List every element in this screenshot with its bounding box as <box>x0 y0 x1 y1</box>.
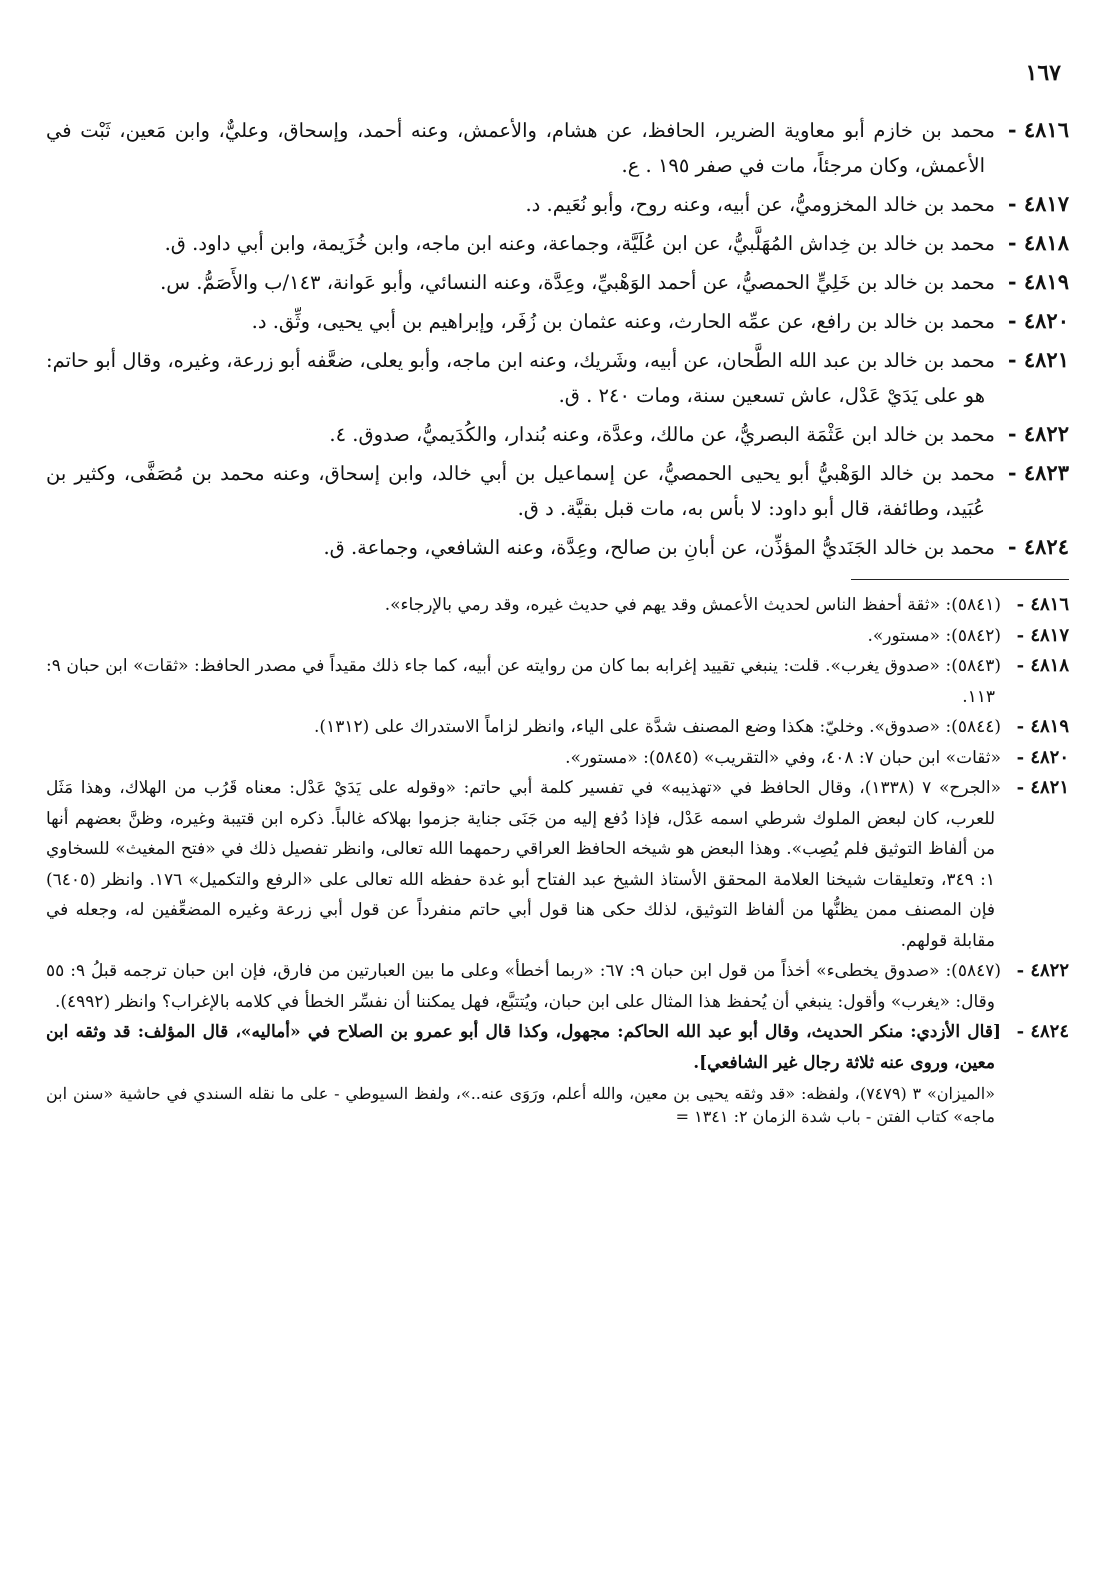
entry-text: محمد بن خالد بن خِداش المُهَلَّبيُّ، عن ابن عُلَيَّة، وجماعة، وعنه ابن ماجه، وابن خُزَيمة، وابن أبي داود. ق. <box>164 232 995 255</box>
note-4820 <box>46 743 1069 774</box>
entry-4821 <box>46 342 1069 413</box>
entry-text: محمد بن خالد بن رافع، عن عمِّه الحارث، وعنه عثمان بن زُفَر، وإبراهيم بن أبي يحيى، وثِّق. د. <box>251 310 995 333</box>
entry-number: ٤٨١٩ - <box>1007 269 1069 294</box>
note-text: (٥٨٤٣): «صدوق يغرب». قلت: ينبغي تقييد إغرابه بما كان من روايته عن أبيه، كما جاء ذلك مقيداً في مصدر الحافظ: «ثقات» ابن حبان ٩: ١١٣. <box>46 656 1001 707</box>
note-4818 <box>46 651 1069 712</box>
page-number: ١٦٧ <box>1025 60 1061 86</box>
entry-4818 <box>46 225 1069 261</box>
note-4821 <box>46 773 1069 956</box>
entry-text: محمد بن خالد الوَهْبيُّ أبو يحيى الحمصيُّ، عن إسماعيل بن أبي خالد، وابن إسحاق، وعنه محمد بن مُصَفَّى، وكثير بن عُبَيد، وطائفة، قال أبو داود: لا بأس به، مات قبل بقيَّة. د ق. <box>46 462 995 520</box>
note-number: ٤٨٢١ - <box>1016 777 1069 798</box>
note-number: ٤٨١٧ - <box>1016 624 1069 646</box>
note-continuation: «الميزان» ٣ (٧٤٧٩)، ولفظه: «قد وثقه يحيى بن معين، والله أعلم، ورَوَى عنه..»، ولفظ السيوطي - على ما نقله السندي في حاشية «سنن ابن ماجه» كتاب الفتن - باب شدة الزمان ٢: ١٣٤١ = <box>46 1084 996 1126</box>
note-text: «ثقات» ابن حبان ٧: ٤٠٨، وفي «التقريب» (٥٨٤٥): «مستور». <box>565 747 1001 768</box>
entry-4822 <box>46 416 1069 452</box>
entry-number: ٤٨٢١ - <box>1007 347 1069 372</box>
entry-4823 <box>46 455 1069 526</box>
entry-number: ٤٨١٨ - <box>1007 230 1069 255</box>
note-text: (٥٨٤١): «ثقة أحفظ الناس لحديث الأعمش وقد يهم في حديث غيره، وقد رمي بالإرجاء». <box>384 595 1001 615</box>
entry-number: ٤٨١٦ - <box>1007 117 1069 142</box>
note-text: [قال الأزدي: منكر الحديث، وقال أبو عبد الله الحاكم: مجهول، وكذا قال أبو عمرو بن الصلاح في «أماليه»، قال المؤلف: قد وثقه ابن معين، وروى عنه ثلاثة رجال غير الشافعي]. <box>46 1022 1001 1073</box>
entry-text: محمد بن خازم أبو معاوية الضرير، الحافظ، عن هشام، والأعمش، وعنه أحمد، وإسحاق، وعليٌّ، وابن مَعين، ثَبْت في الأعمش، وكان مرجئاً، مات في صفر ١٩٥ . ع. <box>46 119 995 177</box>
note-number: ٤٨٢٢ - <box>1016 960 1069 981</box>
main-entries <box>46 112 1069 565</box>
entry-4820 <box>46 303 1069 339</box>
footnotes <box>46 590 1069 1128</box>
note-text: (٥٨٤٢): «مستور». <box>867 625 1001 646</box>
entry-4817 <box>46 186 1069 222</box>
note-4822 <box>46 956 1069 1017</box>
entry-number: ٤٨٢٢ - <box>1007 421 1069 446</box>
entry-4816 <box>46 112 1069 183</box>
note-number: ٤٨٢٠ - <box>1016 746 1069 768</box>
note-4817 <box>46 621 1069 652</box>
note-4816 <box>46 590 1069 621</box>
entry-number: ٤٨١٧ - <box>1007 191 1069 216</box>
entry-4824 <box>46 529 1069 565</box>
note-text: «الجرح» ٧ (١٣٣٨)، وقال الحافظ في «تهذيبه» في تفسير كلمة أبي حاتم: «وقوله على يَدَيْ عَدْل: معناه قَرُب من الهلاك، وهذا مَثَل للعرب، كان لبعض الملوك شرطي اسمه عَدْل، فإذا دُفع إليه من جَنَى جناية جزموا بهلاكه غالباً. ذكره ابن قتيبة وغيره، وظنَّ بعضهم أنها من ألفاظ التوثيق فلم يُصِب». وهذا البعض هو شيخه الحافظ العراقي رحمهما الله تعالى، وانظر تفصيل ذلك في «فتح المغيث» للسخاوي ١: ٣٤٩، وتعليقات شيخنا العلامة المحقق الأستاذ الشيخ عبد الفتاح أبو غدة حفظه الله تعالى على «الرفع والتكميل» ١٧٦. وانظر (٦٤٠٥) فإن المصنف ممن يظنُّها من ألفاظ التوثيق، لذلك حكى هنا قول أبي حاتم منفرداً عن قول أبي زرعة وغيره المضعِّفين له، وجعله في مقابلة قولهم. <box>46 778 1001 951</box>
footnote-divider <box>851 579 1069 580</box>
entry-text: محمد بن خالد ابن عَثْمَة البصريُّ، عن مالك، وعدَّة، وعنه بُندار، والكُدَيميُّ، صدوق. ٤. <box>329 423 995 446</box>
entry-number: ٤٨٢٠ - <box>1007 308 1069 333</box>
entry-text: محمد بن خالد المخزوميُّ، عن أبيه، وعنه روح، وأبو نُعَيم. د. <box>525 193 995 216</box>
entry-number: ٤٨٢٤ - <box>1007 534 1069 559</box>
entry-4819 <box>46 264 1069 300</box>
note-4824 <box>46 1017 1069 1078</box>
entry-text: محمد بن خالد بن عبد الله الطَّحان، عن أبيه، وشَريك، وعنه ابن ماجه، وأبو يعلى، ضعَّفه أبو زرعة، وغيره، وقال أبو حاتم: هو على يَدَيْ عَدْل، عاش تسعين سنة، ومات ٢٤٠ . ق. <box>46 349 995 407</box>
entry-text: محمد بن خالد الجَنَديُّ المؤذِّن، عن أبانِ بن صالح، وعِدَّة، وعنه الشافعي، وجماعة. ق. <box>323 536 995 559</box>
note-text: (٥٨٤٤): «صدوق». وخليّ: هكذا وضع المصنف شدَّة على الياء، وانظر لزاماً الاستدراك على (١٣١٢). <box>314 717 1001 737</box>
entry-number: ٤٨٢٣ - <box>1007 460 1069 485</box>
note-4819 <box>46 712 1069 743</box>
note-number: ٤٨١٩ - <box>1016 716 1069 737</box>
entry-text: محمد بن خالد بن خَلِيٍّ الحمصيُّ، عن أحمد الوَهْبيِّ، وعِدَّة، وعنه النسائي، وأبو عَوانة، ١٤٣/ب والأَصَمُّ. س. <box>160 271 995 294</box>
note-text: (٥٨٤٧): «صدوق يخطىء» أخذاً من قول ابن حبان ٩: ٦٧: «ربما أخطأ» وعلى ما بين العبارتين من فارق، فإن ابن حبان ترجمه قبلُ ٩: ٥٥ وقال: «يغرب» وأقول: ينبغي أن يُحفظ هذا المثال على ابن حبان، ويُتتبَّع، فهل يمكننا أن نفسِّر الخطأ في كلامه بالإغراب؟ وانظر (٤٩٩٢). <box>46 961 1001 1012</box>
note-number: ٤٨١٨ - <box>1016 655 1069 676</box>
note-number: ٤٨١٦ - <box>1016 594 1069 615</box>
note-number: ٤٨٢٤ - <box>1016 1021 1069 1042</box>
